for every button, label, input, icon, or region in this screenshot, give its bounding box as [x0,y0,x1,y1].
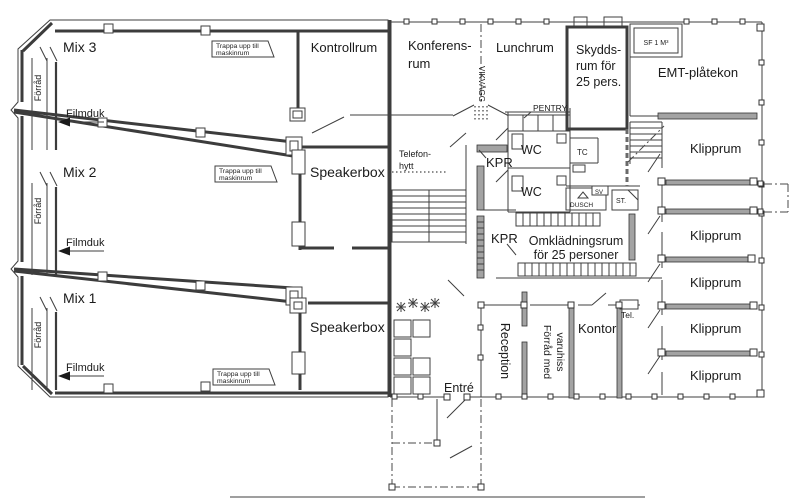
label-filmduk-mix1: Filmduk [66,362,105,374]
label-reception: Reception [498,322,512,380]
label-tc: TC [577,148,588,157]
label-omkladning-l2: för 25 personer [533,248,619,262]
filmduk-arrows [58,118,104,381]
label-trappa3-l2: maskinrum [217,378,251,385]
tel-booth [620,300,638,309]
label-skyddsrum-l2: rum för [576,59,616,73]
label-mix1: Mix 1 [63,290,97,306]
label-kpr-2: KPR [491,231,518,246]
omkladning-hatched-wall [629,214,635,260]
studio-outer-outline [11,20,388,397]
label-forrad-mix1: Förråd [33,321,43,349]
reception-hatched-wall [522,342,527,398]
label-dusch: DUSCH [570,202,594,209]
label-st: ST. [616,198,627,205]
label-forrad-varuhiss-l1: Förråd med [541,324,553,380]
wall-detail-square [196,128,205,137]
label-trappa2-l2: maskinrum [219,175,253,182]
wall-detail-square [196,281,205,290]
lobby-seat [394,320,411,337]
label-skyddsrum-l3: 25 pers. [576,75,622,89]
lobby-seat [413,377,430,394]
label-kpr-1: KPR [486,155,513,170]
lobby-seat [413,320,430,337]
label-klipprum-4: Klipprum [690,321,742,336]
label-forrad-mix2: Förråd [33,197,43,225]
label-tel: Tel. [621,310,635,320]
pentry-counter [508,115,570,131]
label-forrad-varuhiss-l2: varuhiss [554,332,566,372]
label-forrad-mix3: Förråd [33,74,43,102]
wc-sink [557,176,566,185]
studio-thick-walls [14,20,390,397]
wall-detail-square [98,272,107,281]
label-klipprum-5: Klipprum [690,368,742,383]
label-filmduk-mix3: Filmduk [66,108,105,120]
label-klipprum-1: Klipprum [690,141,742,156]
label-skyddsrum-l1: Skydds- [576,43,622,57]
lobby-table [413,358,430,375]
speakerbox-corner-box-inner [294,302,302,309]
tc-fixture [573,165,585,172]
label-lunchrum: Lunchrum [496,40,554,55]
label-mix2: Mix 2 [63,164,97,180]
label-kontor: Kontor [578,321,617,336]
label-omkladning-l1: Omklädningsrum [528,234,624,248]
dusch-symbol [578,192,588,198]
lobby-seat [394,358,411,375]
label-klipprum-2: Klipprum [690,228,742,243]
wall-detail-square [104,384,113,393]
label-emt-platekon: EMT-plåtekon [657,65,739,80]
label-wc-1: WC [521,143,542,157]
label-sf1m3: SF 1 M³ [643,40,669,47]
label-telefonhytt-l1: Telefon- [399,149,432,159]
label-pentry: PENTRY [533,103,568,113]
wall-detail-square [201,382,210,391]
label-entre: Entré [444,381,474,395]
studio-block-walls [11,20,390,397]
speakerbox-wall-box [292,222,305,246]
label-sv: SV [595,190,604,196]
label-konferensrum-l2: rum [408,56,431,71]
label-trappa2-l1: Trappa upp till [219,168,262,175]
forrad-hatched-wall [569,307,574,398]
kpr-hatched-shaft [477,166,484,210]
label-telefonhytt-l2: hytt [399,161,414,171]
kontrollrum-corner-box-inner [293,111,302,118]
wc-sink [557,134,566,143]
label-trappa3-l1: Trappa upp till [217,371,260,378]
klipprum-divider-wall [666,209,756,214]
label-konferensrum-l1: Konferens- [408,38,472,53]
reception-hatched-wall [522,292,527,326]
label-kontrollrum: Kontrollrum [310,40,378,55]
klipprum-divider-wall [666,351,756,356]
lobby-seat [394,377,411,394]
label-vikvagg: VIKVÄGG [477,65,486,103]
lobby-seat [394,339,411,356]
label-mix3: Mix 3 [63,39,97,55]
label-filmduk-mix2: Filmduk [66,237,105,249]
locker-row [518,263,636,276]
kpr-hatched-wall [477,145,507,152]
label-trappa1-l1: Trappa upp till [216,43,259,50]
klipprum-divider-wall [666,257,754,262]
speakerbox-wall-box [292,352,305,374]
filmduk-arrow-lines [70,122,104,376]
label-speakerbox-2: Speakerbox [310,319,385,335]
label-speakerbox-1: Speakerbox [310,164,385,180]
wall-detail-square [104,24,113,33]
speakerbox-wall-box [292,150,305,174]
plants-icon [396,298,440,312]
trappa-boxes [212,41,277,385]
klipprum-divider-wall [666,304,756,309]
label-wc-2: WC [521,185,542,199]
wall-detail-square [201,26,210,35]
label-trappa1-l2: maskinrum [216,50,250,57]
kpr-hatched-shaft [477,216,484,278]
kontor-hatched-wall [617,307,622,398]
klipprum-divider-wall [666,180,756,185]
emt-hatched-wall [658,113,757,119]
entrance-lobby [394,298,440,394]
label-klipprum-3: Klipprum [690,275,742,290]
